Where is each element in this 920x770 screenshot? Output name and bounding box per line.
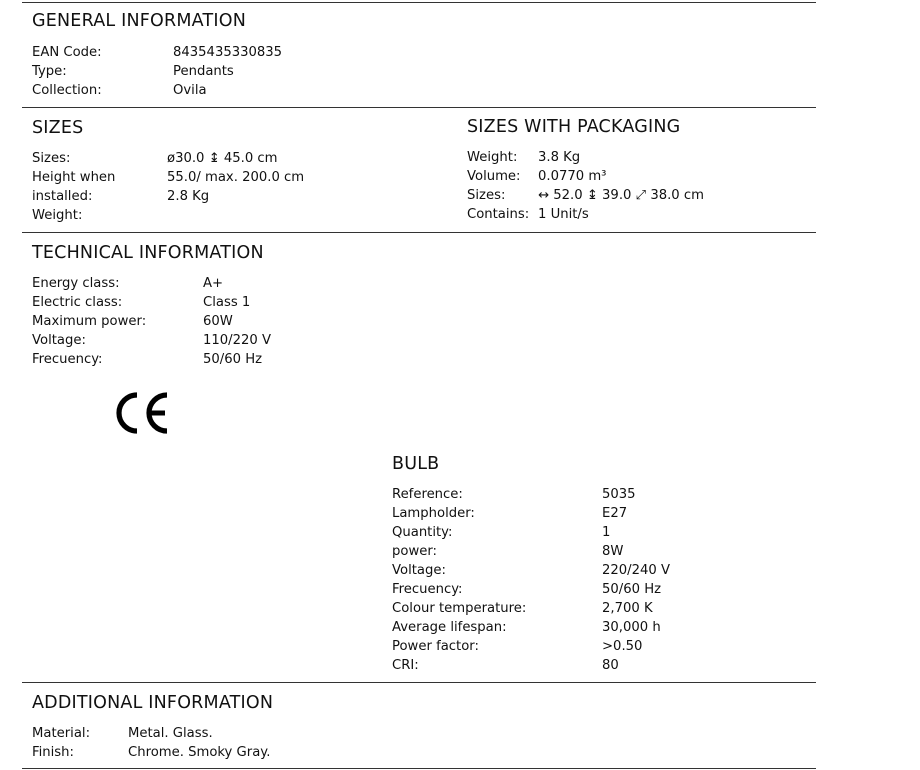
section-title: SIZES WITH PACKAGING — [467, 117, 681, 137]
row-label: Voltage: — [32, 333, 86, 348]
row-value: 50/60 Hz — [203, 352, 263, 367]
divider-bulb-bottom — [22, 682, 816, 683]
row-label: installed: — [32, 189, 93, 204]
row-value: 3.8 Kg — [538, 150, 581, 165]
row-label: Power factor: — [392, 639, 479, 654]
row-value: 220/240 V — [602, 563, 670, 578]
row-label: Contains: — [467, 207, 530, 222]
divider-general-bottom — [22, 107, 816, 108]
row-value: 8W — [602, 544, 624, 559]
row-label: Volume: — [467, 169, 521, 184]
section-title: SIZES — [32, 118, 84, 138]
row-value: 60W — [203, 314, 233, 329]
row-value: 30,000 h — [602, 620, 661, 635]
row-label: Weight: — [32, 208, 83, 223]
row-value: 8435435330835 — [173, 45, 283, 60]
row-label: Height when — [32, 170, 116, 185]
divider-bottom — [22, 768, 816, 769]
row-label: Collection: — [32, 83, 102, 98]
row-label: Quantity: — [392, 525, 453, 540]
section-title: GENERAL INFORMATION — [32, 11, 246, 31]
row-value: 1 Unit/s — [538, 207, 589, 222]
row-label: Finish: — [32, 745, 74, 760]
row-value: Chrome. Smoky Gray. — [128, 745, 271, 760]
row-value: 50/60 Hz — [602, 582, 662, 597]
row-value: 55.0/ max. 200.0 cm — [167, 170, 305, 185]
row-label: Sizes: — [32, 151, 71, 166]
row-label: power: — [392, 544, 437, 559]
row-value: Pendants — [173, 64, 234, 79]
row-label: Electric class: — [32, 295, 123, 310]
row-value: 2.8 Kg — [167, 189, 210, 204]
row-value: ↔ 52.0 ↨ 39.0 ⤢ 38.0 cm — [538, 188, 704, 203]
divider-top — [22, 2, 816, 3]
row-label: CRI: — [392, 658, 419, 673]
row-label: Weight: — [467, 150, 518, 165]
row-label: Frecuency: — [32, 352, 103, 367]
row-value: >0.50 — [602, 639, 643, 654]
row-value: 80 — [602, 658, 619, 673]
row-label: Average lifespan: — [392, 620, 507, 635]
section-title: TECHNICAL INFORMATION — [32, 243, 264, 263]
divider-sizes-bottom — [22, 232, 816, 233]
row-label: Energy class: — [32, 276, 120, 291]
row-label: Colour temperature: — [392, 601, 527, 616]
row-value: E27 — [602, 506, 628, 521]
row-label: Type: — [32, 64, 67, 79]
row-value: Class 1 — [203, 295, 251, 310]
section-title: ADDITIONAL INFORMATION — [32, 693, 274, 713]
row-value: 1 — [602, 525, 611, 540]
row-label: Sizes: — [467, 188, 506, 203]
row-value: 5035 — [602, 487, 636, 502]
row-label: EAN Code: — [32, 45, 102, 60]
row-label: Voltage: — [392, 563, 446, 578]
section-title: BULB — [392, 454, 440, 474]
row-value: 110/220 V — [203, 333, 271, 348]
row-label: Reference: — [392, 487, 463, 502]
row-value: 2,700 K — [602, 601, 653, 616]
row-label: Maximum power: — [32, 314, 147, 329]
row-value: Metal. Glass. — [128, 726, 213, 741]
row-value: Ovila — [173, 83, 207, 98]
row-label: Lampholder: — [392, 506, 475, 521]
row-value: A+ — [203, 276, 224, 291]
ce-mark-icon — [112, 390, 176, 436]
row-label: Frecuency: — [392, 582, 463, 597]
row-value: ø30.0 ↨ 45.0 cm — [167, 151, 278, 166]
row-value: 0.0770 m³ — [538, 169, 607, 184]
row-label: Material: — [32, 726, 91, 741]
